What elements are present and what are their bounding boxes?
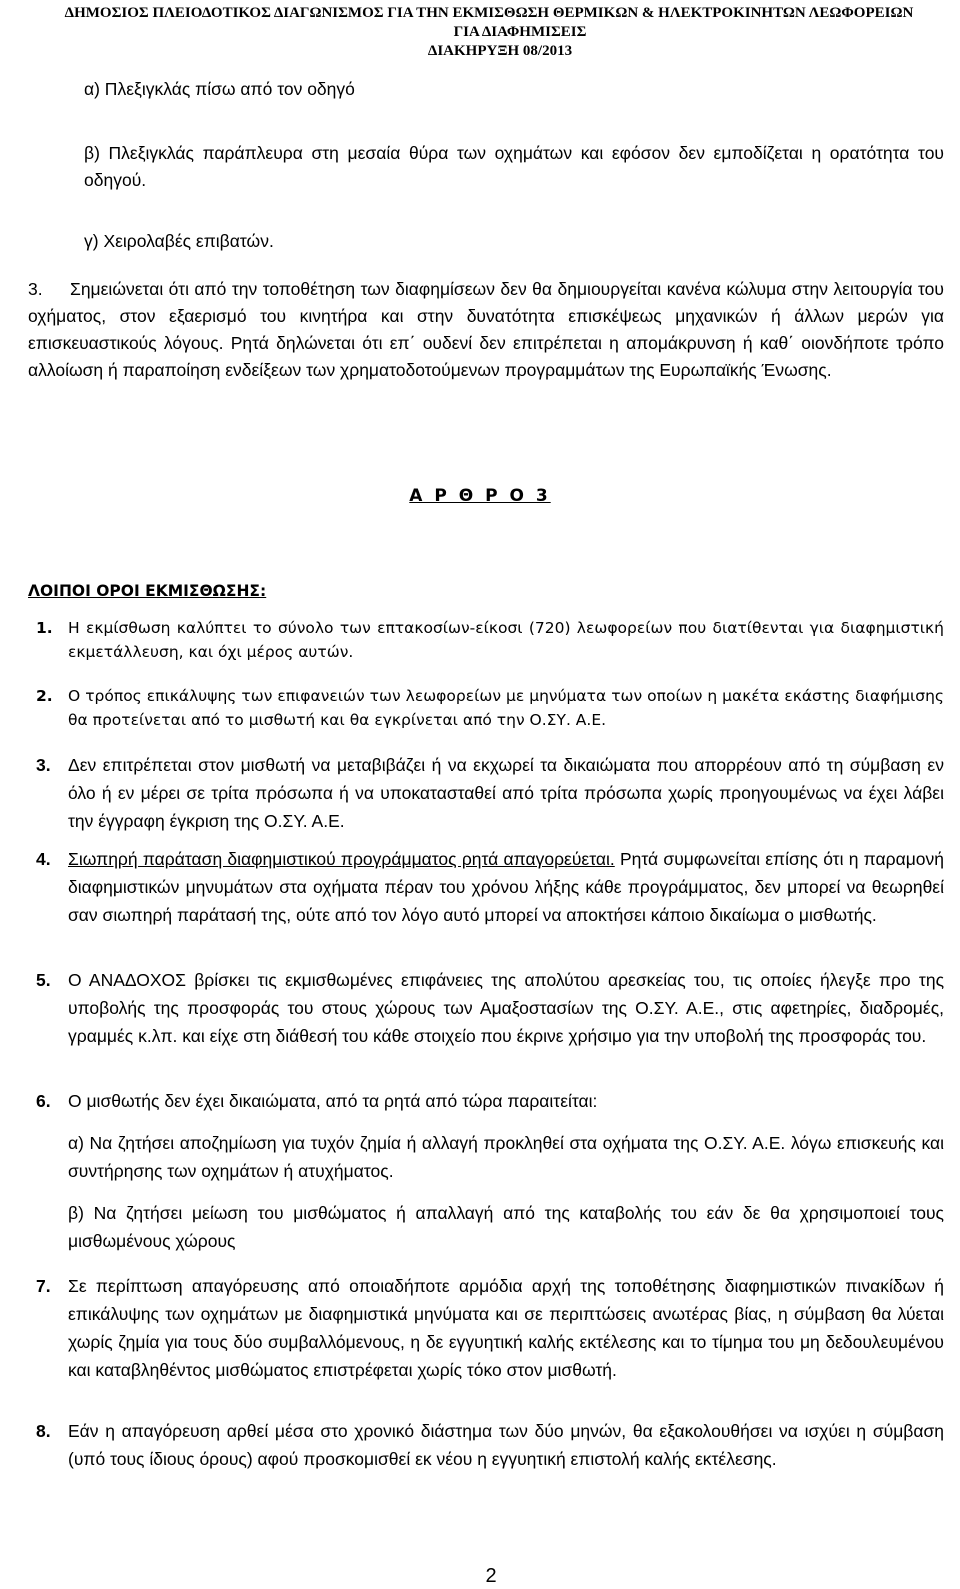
- term-6-sub-a: α) Να ζητήσει αποζημίωση για τυχόν ζημία ή αλλαγή προκληθεί στα οχήματα της Ο.ΣΥ. Α.Ε. λόγω επισκευής και συντήρησης των οχημάτων ή ατυχήματος.: [68, 1133, 944, 1181]
- header-line-2: ΓΙΑ ΔΙΑΦΗΜΙΣΕΙΣ: [453, 24, 587, 40]
- term-text: Εάν η απαγόρευση αρθεί μέσα στο χρονικό διάστημα των δύο μηνών, θα εξακολουθήσει να ισχύει η σύμβαση (υπό τους ίδιους όρους) αφού προσκομισθεί εκ νέου η εγγυητική επιστολή καλής εκτέλεσης.: [68, 1421, 944, 1469]
- term-6-sub-b: β) Να ζητήσει μείωση του μισθώματος ή απαλλαγή από της καταβολής του εάν δε θα χρησιμοποιεί τους μισθωμένους χώρους: [68, 1203, 944, 1251]
- term-text: Ο τρόπος επικάλυψης των επιφανειών των λεωφορείων με μηνύματα των οποίων η μακέτα εκάστης διαφήμισης θα προτείνεται από το μισθωτή και θα εγκρίνεται από την Ο.ΣΥ. Α.Ε.: [68, 687, 944, 729]
- term-8: [30, 1417, 944, 1473]
- term-text: Ρητά συμφωνείται επίσης ότι η παραμονή διαφημιστικών μηνυμάτων στα οχήματα πέραν του χρόνου λήξης κάθε προγράμματος, δεν μπορεί να θεωρηθεί σαν σιωπηρή παράτασή της, ούτε από τον λόγο αυτό μπορεί να αποκτήσει κάποιο δικαίωμα ο μισθωτής.: [68, 849, 944, 925]
- section-title: ΛΟΙΠΟΙ ΟΡΟΙ ΕΚΜΙΣΘΩΣΗΣ:: [28, 582, 267, 600]
- term-1: [30, 616, 944, 664]
- page-number: 2: [485, 1565, 497, 1587]
- term-6: [30, 1087, 944, 1255]
- term-number: 1.: [36, 619, 53, 637]
- term-text: Σε περίπτωση απαγόρευσης από οποιαδήποτε αρμόδια αρχή της τοποθέτησης διαφημιστικών πινακίδων ή επικάλυψης των οχημάτων με διαφημιστικά μηνύματα και σε περιπτώσεις ανωτέρας βίας, η σύμβαση θα λύεται χωρίς ζημία για τους δύο συμβαλλόμενους, η δε εγγυητική καλής εκτέλεσης και το τίμημα του μη δεδουλευμένου και καταβληθέντος μισθώματος επιστρέφεται χωρίς τόκο στον μισθωτή.: [68, 1276, 944, 1380]
- item-a: α) Πλεξιγκλάς πίσω από τον οδηγό: [84, 79, 355, 99]
- term-number: 7.: [36, 1276, 51, 1296]
- term-number: 5.: [36, 970, 51, 990]
- item-c: γ) Χειρολαβές επιβατών.: [84, 231, 274, 251]
- header-line-3: ΔΙΑΚΗΡΥΞΗ 08/2013: [427, 43, 573, 59]
- term-4: [30, 845, 944, 929]
- article-title: Α Ρ Θ Ρ Ο 3: [409, 486, 551, 506]
- term-number: 4.: [36, 849, 51, 869]
- term-number: 2.: [36, 687, 53, 705]
- term-text: Ο ΑΝΑΔΟΧΟΣ βρίσκει τις εκμισθωμένες επιφάνειες της απολύτου αρεσκείας του, τις οποίες ήλεγξε προ της υποβολής της προσφοράς του στους χώρους των Αμαξοστασίων της Ο.ΣΥ. Α.Ε., στις αφετηρίες, διαδρομές, γραμμές κ.λπ. και είχε στη διάθεσή του κάθε στοιχείο που έκρινε χρήσιμο για την υποβολή της προσφοράς του.: [68, 970, 944, 1046]
- term-number: 3.: [36, 755, 51, 775]
- item-b: β) Πλεξιγκλάς παράπλευρα στη μεσαία θύρα των οχημάτων και εφόσον δεν εμποδίζεται η ορατότητα του οδηγού.: [84, 143, 944, 190]
- paragraph-3-text: Σημειώνεται ότι από την τοποθέτηση των διαφημίσεων δεν θα δημιουργείται κανένα κώλυμα στην λειτουργία του οχήματος, στον εξαερισμό του κινητήρα και στην δυνατότητα επισκέψεως μηχανικών ή άλλων μερών για επισκευαστικούς λόγους. Ρητά δηλώνεται ότι επ΄ ουδενί δεν επιτρέπεται η απομάκρυνση ή καθ΄ οιονδήποτε τρόπο αλλοίωση ή παραποίηση ενδείξεων των χρηματοδοτούμενων προγραμμάτων της Ευρωπαϊκής Ένωσης.: [28, 279, 944, 380]
- header-line-1: ΔΗΜΟΣΙΟΣ ΠΛΕΙΟΔΟΤΙΚΟΣ ΔΙΑΓΩΝΙΣΜΟΣ ΓΙΑ ΤΗΝ ΕΚΜΙΣΘΩΣΗ ΘΕΡΜΙΚΩΝ & ΗΛΕΚΤΡΟΚΙΝΗΤΩΝ ΛΕΩΦΟΡΕΙΩΝ: [64, 5, 914, 21]
- term-5: [30, 966, 944, 1050]
- term-number: 6.: [36, 1091, 51, 1111]
- paragraph-3: [28, 276, 944, 384]
- term-7: [30, 1272, 944, 1384]
- term-text: Ο μισθωτής δεν έχει δικαιώματα, από τα ρητά από τώρα παραιτείται:: [68, 1091, 598, 1111]
- paragraph-3-number: 3.: [28, 279, 43, 299]
- term-text-underlined: Σιωπηρή παράταση διαφημιστικού προγράμματος ρητά απαγορεύεται.: [68, 849, 615, 869]
- document-header: [0, 4, 960, 61]
- term-3: [30, 751, 944, 835]
- term-number: 8.: [36, 1421, 51, 1441]
- term-2: [30, 684, 944, 732]
- term-text: Η εκμίσθωση καλύπτει το σύνολο των επτακοσίων-είκοσι (720) λεωφορείων που διατίθενται για διαφημιστική εκμετάλλευση, και όχι μέρος αυτών.: [68, 619, 944, 661]
- term-text: Δεν επιτρέπεται στον μισθωτή να μεταβιβάζει ή να εκχωρεί τα δικαιώματα που απορρέουν από τη σύμβαση εν όλο ή εν μέρει σε τρίτα πρόσωπα ή να υποκατασταθεί από τρίτα πρόσωπα χωρίς προηγουμένως να έχει λάβει την έγγραφη έγκριση της Ο.ΣΥ. Α.Ε.: [68, 755, 944, 831]
